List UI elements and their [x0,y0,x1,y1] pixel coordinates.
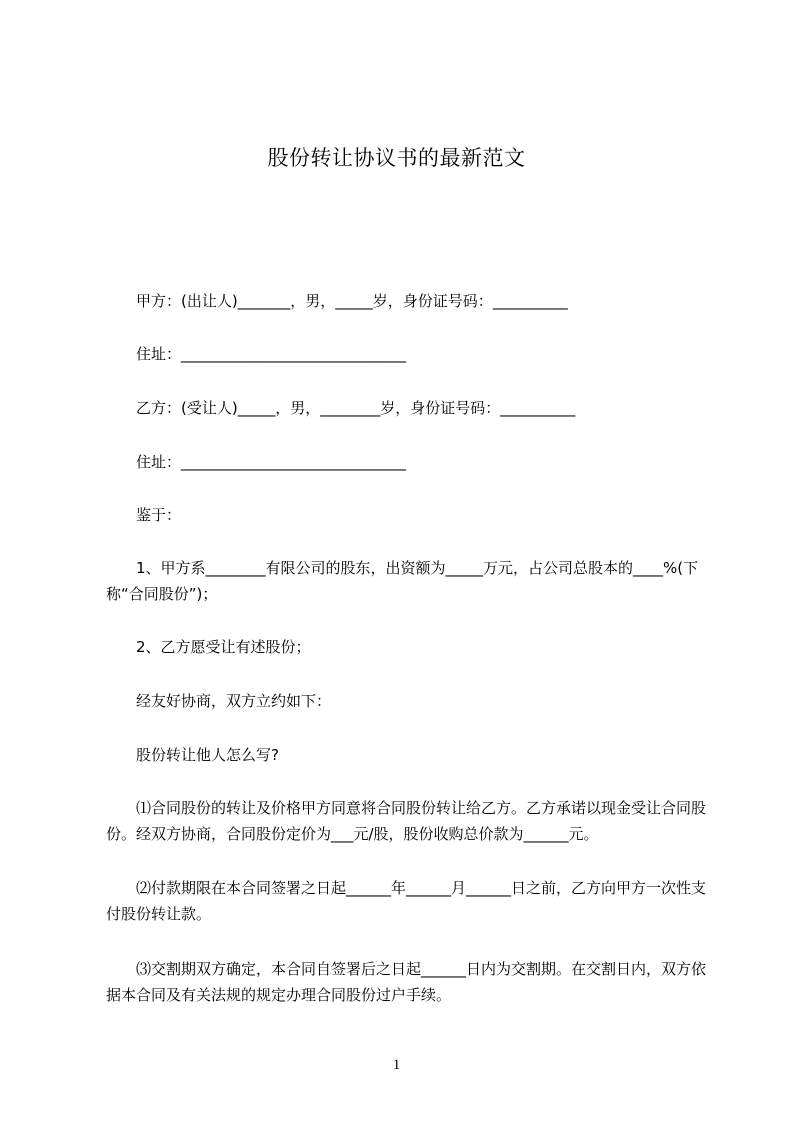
party-a-address: 住址：______________________________ [136,345,407,363]
page-number: 1 [392,1057,401,1073]
clause-3: ⑶交割期双方确定，本合同自签署后之日起______日内为交割期。在交割日内，双方依据本合同及有关法规的规定办理合同股份过户手续。 [106,960,707,1004]
whereas-heading: 鉴于： [136,506,182,524]
party-b-address: 住址：______________________________ [136,453,407,471]
question-line: 股份转让他人怎么写? [136,746,279,764]
recital-2: 2、乙方愿受让有述股份； [136,638,311,656]
document-title: 股份转让协议书的最新范文 [267,146,526,170]
party-b-line: 乙方：(受让人)_____，男，________岁，身份证号码：__________ [136,399,576,417]
clause-1: ⑴合同股份的转让及价格甲方同意将合同股份转让给乙方。乙方承诺以现金受让合同股份。经双方协商，合同股份定价为___元/股，股份收购总价款为______元。 [106,799,707,843]
agreement-intro: 经友好协商，双方立约如下： [136,692,332,710]
recital-1: 1、甲方系________有限公司的股东，出资额为_____万元，占公司总股本的____%(下称“合同股份”)； [106,559,699,603]
clause-2: ⑵付款期限在本合同签署之日起______年______月______日之前，乙方向甲方一次性支付股份转让款。 [106,879,707,923]
party-a-line: 甲方：(出让人)_______，男，_____岁，身份证号码：__________ [136,292,568,310]
